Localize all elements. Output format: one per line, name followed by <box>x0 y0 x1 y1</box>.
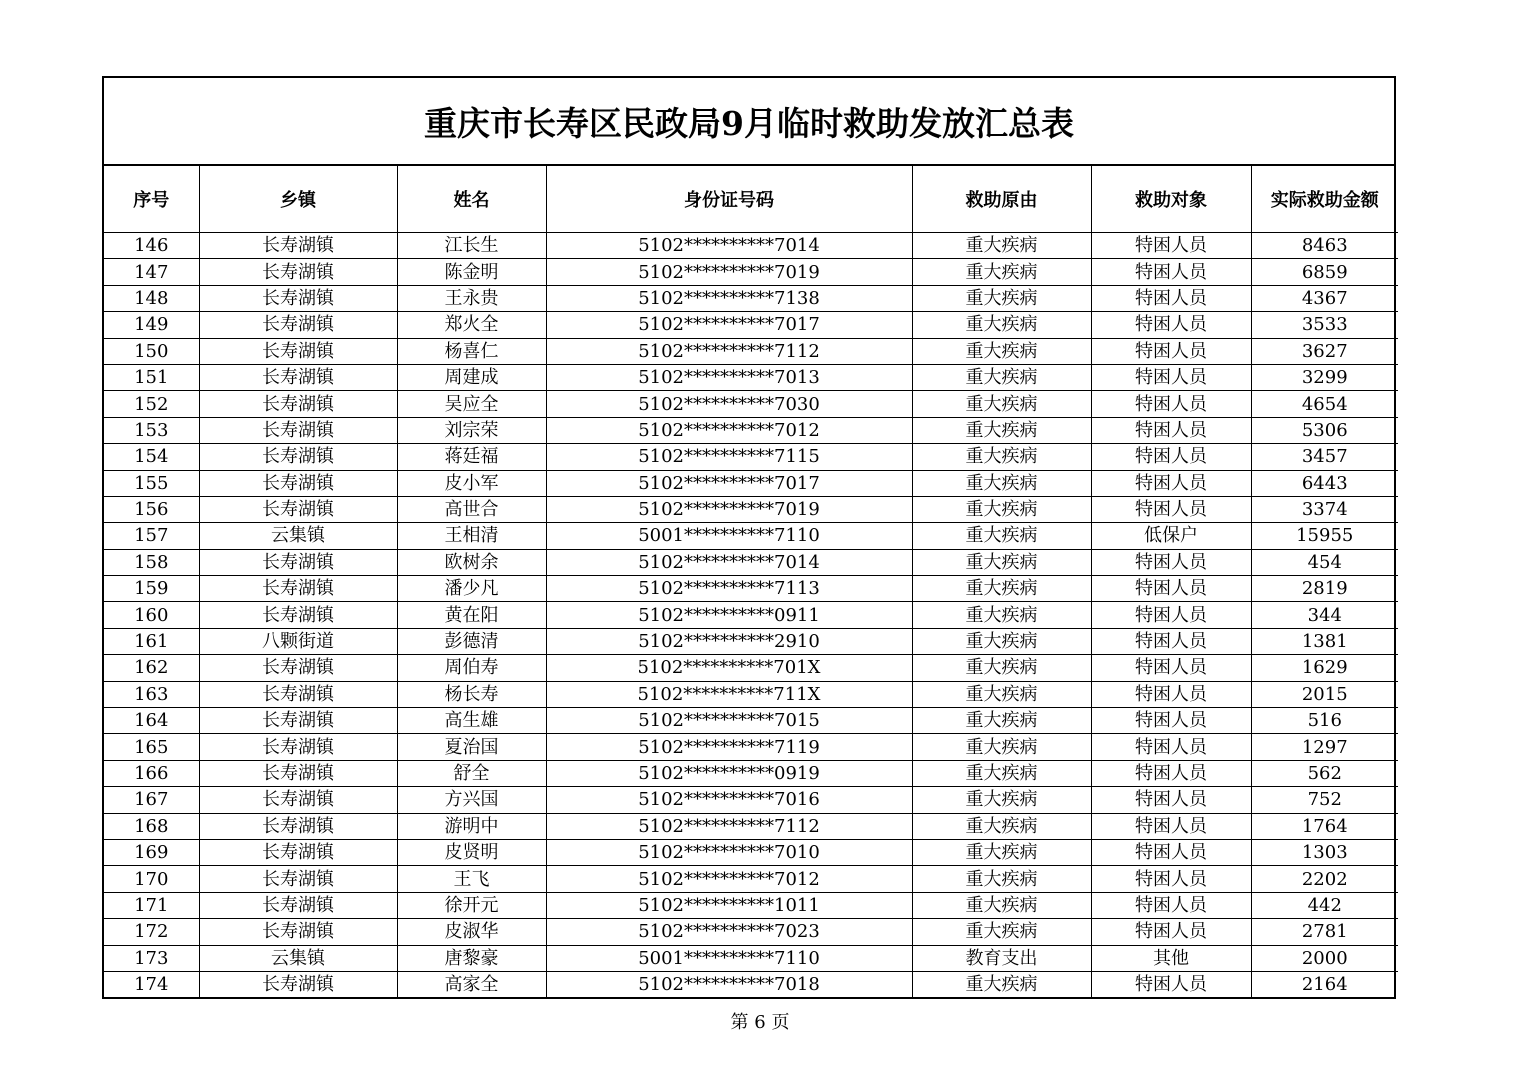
cell-recipient-type: 特困人员 <box>1091 971 1251 997</box>
cell-index: 154 <box>104 444 199 470</box>
cell-township: 长寿湖镇 <box>199 760 397 786</box>
cell-id-number: 5102**********7018 <box>546 971 912 997</box>
cell-amount: 2000 <box>1251 945 1398 971</box>
cell-name: 陈金明 <box>397 259 546 285</box>
cell-reason: 重大疾病 <box>912 971 1091 997</box>
cell-recipient-type: 特困人员 <box>1091 628 1251 654</box>
cell-index: 151 <box>104 364 199 390</box>
cell-reason: 重大疾病 <box>912 681 1091 707</box>
cell-name: 蒋廷福 <box>397 444 546 470</box>
cell-index: 166 <box>104 760 199 786</box>
cell-index: 156 <box>104 496 199 522</box>
cell-id-number: 5102**********7014 <box>546 549 912 575</box>
cell-reason: 重大疾病 <box>912 787 1091 813</box>
cell-amount: 6859 <box>1251 259 1398 285</box>
cell-amount: 3299 <box>1251 364 1398 390</box>
table-row <box>104 892 1398 918</box>
cell-id-number: 5102**********7119 <box>546 734 912 760</box>
cell-name: 欧树余 <box>397 549 546 575</box>
cell-reason: 重大疾病 <box>912 312 1091 338</box>
cell-name: 杨喜仁 <box>397 338 546 364</box>
relief-table <box>104 166 1398 997</box>
cell-township: 长寿湖镇 <box>199 839 397 865</box>
cell-amount: 1381 <box>1251 628 1398 654</box>
cell-id-number: 5102**********7016 <box>546 787 912 813</box>
cell-id-number: 5102**********0911 <box>546 602 912 628</box>
cell-amount: 1303 <box>1251 839 1398 865</box>
cell-name: 皮淑华 <box>397 919 546 945</box>
cell-reason: 重大疾病 <box>912 391 1091 417</box>
cell-recipient-type: 特困人员 <box>1091 417 1251 443</box>
cell-township: 长寿湖镇 <box>199 866 397 892</box>
table-row <box>104 549 1398 575</box>
cell-id-number: 5102**********7015 <box>546 708 912 734</box>
cell-index: 173 <box>104 945 199 971</box>
cell-name: 杨长寿 <box>397 681 546 707</box>
cell-name: 夏治国 <box>397 734 546 760</box>
cell-recipient-type: 特困人员 <box>1091 892 1251 918</box>
cell-name: 黄在阳 <box>397 602 546 628</box>
cell-recipient-type: 特困人员 <box>1091 312 1251 338</box>
table-header-row <box>104 166 1398 233</box>
cell-index: 172 <box>104 919 199 945</box>
cell-recipient-type: 特困人员 <box>1091 760 1251 786</box>
table-row <box>104 839 1398 865</box>
cell-reason: 重大疾病 <box>912 259 1091 285</box>
table-row <box>104 787 1398 813</box>
table-row <box>104 602 1398 628</box>
cell-amount: 2015 <box>1251 681 1398 707</box>
cell-reason: 重大疾病 <box>912 523 1091 549</box>
cell-recipient-type: 特困人员 <box>1091 919 1251 945</box>
cell-amount: 2819 <box>1251 576 1398 602</box>
cell-reason: 重大疾病 <box>912 496 1091 522</box>
cell-id-number: 5102**********7023 <box>546 919 912 945</box>
cell-id-number: 5102**********7019 <box>546 259 912 285</box>
cell-amount: 2781 <box>1251 919 1398 945</box>
cell-recipient-type: 特困人员 <box>1091 444 1251 470</box>
cell-amount: 344 <box>1251 602 1398 628</box>
cell-index: 153 <box>104 417 199 443</box>
cell-index: 168 <box>104 813 199 839</box>
cell-reason: 重大疾病 <box>912 285 1091 311</box>
cell-amount: 1297 <box>1251 734 1398 760</box>
cell-township: 长寿湖镇 <box>199 708 397 734</box>
cell-township: 长寿湖镇 <box>199 602 397 628</box>
cell-reason: 重大疾病 <box>912 628 1091 654</box>
column-header-recipient-type: 救助对象 <box>1091 166 1251 233</box>
cell-index: 162 <box>104 655 199 681</box>
cell-township: 长寿湖镇 <box>199 813 397 839</box>
cell-id-number: 5102**********711X <box>546 681 912 707</box>
cell-id-number: 5102**********7012 <box>546 866 912 892</box>
table-row <box>104 681 1398 707</box>
table-row <box>104 523 1398 549</box>
cell-id-number: 5001**********7110 <box>546 945 912 971</box>
cell-name: 周建成 <box>397 364 546 390</box>
cell-recipient-type: 特困人员 <box>1091 655 1251 681</box>
cell-recipient-type: 特困人员 <box>1091 364 1251 390</box>
table-row <box>104 312 1398 338</box>
cell-amount: 3457 <box>1251 444 1398 470</box>
cell-id-number: 5102**********2910 <box>546 628 912 654</box>
cell-index: 171 <box>104 892 199 918</box>
cell-township: 长寿湖镇 <box>199 338 397 364</box>
cell-township: 长寿湖镇 <box>199 417 397 443</box>
cell-recipient-type: 特困人员 <box>1091 787 1251 813</box>
cell-reason: 重大疾病 <box>912 760 1091 786</box>
cell-township: 长寿湖镇 <box>199 470 397 496</box>
cell-index: 157 <box>104 523 199 549</box>
cell-id-number: 5102**********7019 <box>546 496 912 522</box>
cell-township: 八颗街道 <box>199 628 397 654</box>
cell-recipient-type: 其他 <box>1091 945 1251 971</box>
cell-amount: 1629 <box>1251 655 1398 681</box>
cell-id-number: 5102**********0919 <box>546 760 912 786</box>
cell-recipient-type: 低保户 <box>1091 523 1251 549</box>
cell-recipient-type: 特困人员 <box>1091 496 1251 522</box>
cell-id-number: 5102**********7030 <box>546 391 912 417</box>
cell-index: 150 <box>104 338 199 364</box>
table-row <box>104 338 1398 364</box>
cell-index: 174 <box>104 971 199 997</box>
cell-amount: 3533 <box>1251 312 1398 338</box>
cell-index: 167 <box>104 787 199 813</box>
cell-reason: 重大疾病 <box>912 576 1091 602</box>
cell-amount: 2202 <box>1251 866 1398 892</box>
table-row <box>104 576 1398 602</box>
cell-recipient-type: 特困人员 <box>1091 708 1251 734</box>
cell-recipient-type: 特困人员 <box>1091 470 1251 496</box>
cell-name: 吴应全 <box>397 391 546 417</box>
cell-name: 江长生 <box>397 233 546 259</box>
column-header-id-number: 身份证号码 <box>546 166 912 233</box>
cell-reason: 重大疾病 <box>912 417 1091 443</box>
cell-name: 游明中 <box>397 813 546 839</box>
cell-amount: 516 <box>1251 708 1398 734</box>
table-row <box>104 364 1398 390</box>
cell-id-number: 5102**********7115 <box>546 444 912 470</box>
cell-index: 152 <box>104 391 199 417</box>
cell-township: 长寿湖镇 <box>199 285 397 311</box>
cell-township: 云集镇 <box>199 523 397 549</box>
cell-reason: 重大疾病 <box>912 919 1091 945</box>
cell-id-number: 5102**********7013 <box>546 364 912 390</box>
cell-id-number: 5102**********701X <box>546 655 912 681</box>
cell-reason: 重大疾病 <box>912 444 1091 470</box>
cell-id-number: 5001**********7110 <box>546 523 912 549</box>
cell-recipient-type: 特困人员 <box>1091 839 1251 865</box>
cell-recipient-type: 特困人员 <box>1091 866 1251 892</box>
cell-reason: 重大疾病 <box>912 734 1091 760</box>
cell-index: 160 <box>104 602 199 628</box>
cell-id-number: 5102**********7017 <box>546 470 912 496</box>
cell-index: 170 <box>104 866 199 892</box>
cell-recipient-type: 特困人员 <box>1091 233 1251 259</box>
cell-id-number: 5102**********7112 <box>546 813 912 839</box>
cell-index: 164 <box>104 708 199 734</box>
table-row <box>104 655 1398 681</box>
cell-index: 155 <box>104 470 199 496</box>
cell-township: 云集镇 <box>199 945 397 971</box>
cell-township: 长寿湖镇 <box>199 787 397 813</box>
cell-amount: 1764 <box>1251 813 1398 839</box>
cell-index: 149 <box>104 312 199 338</box>
cell-name: 王相清 <box>397 523 546 549</box>
table-row <box>104 285 1398 311</box>
cell-township: 长寿湖镇 <box>199 971 397 997</box>
cell-recipient-type: 特困人员 <box>1091 576 1251 602</box>
cell-reason: 重大疾病 <box>912 549 1091 575</box>
cell-amount: 562 <box>1251 760 1398 786</box>
cell-name: 舒全 <box>397 760 546 786</box>
table-row <box>104 813 1398 839</box>
table-row <box>104 628 1398 654</box>
cell-reason: 重大疾病 <box>912 233 1091 259</box>
table-row <box>104 444 1398 470</box>
cell-name: 刘宗荣 <box>397 417 546 443</box>
cell-name: 周伯寿 <box>397 655 546 681</box>
cell-township: 长寿湖镇 <box>199 681 397 707</box>
table-row <box>104 259 1398 285</box>
cell-amount: 4367 <box>1251 285 1398 311</box>
cell-name: 高家全 <box>397 971 546 997</box>
table-row <box>104 470 1398 496</box>
column-header-amount: 实际救助金额 <box>1251 166 1398 233</box>
cell-township: 长寿湖镇 <box>199 549 397 575</box>
table-row <box>104 391 1398 417</box>
cell-recipient-type: 特困人员 <box>1091 549 1251 575</box>
cell-id-number: 5102**********7112 <box>546 338 912 364</box>
cell-recipient-type: 特困人员 <box>1091 285 1251 311</box>
page-number: 第 6 页 <box>730 1012 790 1033</box>
cell-name: 郑火全 <box>397 312 546 338</box>
cell-name: 彭德清 <box>397 628 546 654</box>
cell-reason: 重大疾病 <box>912 708 1091 734</box>
cell-reason: 重大疾病 <box>912 866 1091 892</box>
cell-reason: 重大疾病 <box>912 338 1091 364</box>
table-row <box>104 866 1398 892</box>
cell-index: 159 <box>104 576 199 602</box>
cell-index: 148 <box>104 285 199 311</box>
column-header-name: 姓名 <box>397 166 546 233</box>
table-row <box>104 945 1398 971</box>
cell-id-number: 5102**********7014 <box>546 233 912 259</box>
cell-name: 皮贤明 <box>397 839 546 865</box>
cell-name: 王飞 <box>397 866 546 892</box>
cell-township: 长寿湖镇 <box>199 919 397 945</box>
table-row <box>104 233 1398 259</box>
cell-amount: 442 <box>1251 892 1398 918</box>
cell-index: 161 <box>104 628 199 654</box>
cell-township: 长寿湖镇 <box>199 576 397 602</box>
cell-reason: 重大疾病 <box>912 602 1091 628</box>
cell-id-number: 5102**********7012 <box>546 417 912 443</box>
column-header-index: 序号 <box>104 166 199 233</box>
page-title: 重庆市长寿区民政局9月临时救助发放汇总表 <box>104 78 1394 166</box>
cell-township: 长寿湖镇 <box>199 734 397 760</box>
cell-township: 长寿湖镇 <box>199 496 397 522</box>
cell-amount: 3374 <box>1251 496 1398 522</box>
cell-index: 165 <box>104 734 199 760</box>
cell-amount: 4654 <box>1251 391 1398 417</box>
cell-reason: 重大疾病 <box>912 364 1091 390</box>
cell-reason: 重大疾病 <box>912 470 1091 496</box>
cell-id-number: 5102**********7138 <box>546 285 912 311</box>
cell-recipient-type: 特困人员 <box>1091 681 1251 707</box>
cell-recipient-type: 特困人员 <box>1091 338 1251 364</box>
table-row <box>104 760 1398 786</box>
table-body <box>104 233 1398 998</box>
cell-amount: 15955 <box>1251 523 1398 549</box>
cell-name: 方兴国 <box>397 787 546 813</box>
cell-id-number: 5102**********1011 <box>546 892 912 918</box>
cell-reason: 重大疾病 <box>912 655 1091 681</box>
cell-id-number: 5102**********7113 <box>546 576 912 602</box>
cell-recipient-type: 特困人员 <box>1091 259 1251 285</box>
cell-index: 158 <box>104 549 199 575</box>
cell-name: 王永贵 <box>397 285 546 311</box>
table-row <box>104 417 1398 443</box>
cell-amount: 8463 <box>1251 233 1398 259</box>
cell-township: 长寿湖镇 <box>199 233 397 259</box>
cell-recipient-type: 特困人员 <box>1091 602 1251 628</box>
cell-index: 163 <box>104 681 199 707</box>
relief-summary-sheet <box>102 76 1396 999</box>
cell-township: 长寿湖镇 <box>199 892 397 918</box>
cell-name: 高生雄 <box>397 708 546 734</box>
cell-index: 146 <box>104 233 199 259</box>
cell-amount: 5306 <box>1251 417 1398 443</box>
cell-reason: 重大疾病 <box>912 892 1091 918</box>
cell-name: 潘少凡 <box>397 576 546 602</box>
cell-id-number: 5102**********7017 <box>546 312 912 338</box>
table-row <box>104 496 1398 522</box>
cell-township: 长寿湖镇 <box>199 655 397 681</box>
cell-recipient-type: 特困人员 <box>1091 391 1251 417</box>
cell-recipient-type: 特困人员 <box>1091 734 1251 760</box>
cell-township: 长寿湖镇 <box>199 312 397 338</box>
cell-township: 长寿湖镇 <box>199 391 397 417</box>
cell-recipient-type: 特困人员 <box>1091 813 1251 839</box>
column-header-reason: 救助原由 <box>912 166 1091 233</box>
cell-amount: 752 <box>1251 787 1398 813</box>
column-header-township: 乡镇 <box>199 166 397 233</box>
table-row <box>104 708 1398 734</box>
cell-reason: 重大疾病 <box>912 813 1091 839</box>
cell-id-number: 5102**********7010 <box>546 839 912 865</box>
cell-amount: 454 <box>1251 549 1398 575</box>
cell-reason: 教育支出 <box>912 945 1091 971</box>
cell-amount: 2164 <box>1251 971 1398 997</box>
cell-name: 高世合 <box>397 496 546 522</box>
cell-index: 169 <box>104 839 199 865</box>
cell-reason: 重大疾病 <box>912 839 1091 865</box>
table-row <box>104 919 1398 945</box>
table-row <box>104 971 1398 997</box>
cell-name: 唐黎豪 <box>397 945 546 971</box>
table-row <box>104 734 1398 760</box>
cell-township: 长寿湖镇 <box>199 444 397 470</box>
cell-amount: 3627 <box>1251 338 1398 364</box>
cell-township: 长寿湖镇 <box>199 259 397 285</box>
cell-township: 长寿湖镇 <box>199 364 397 390</box>
cell-index: 147 <box>104 259 199 285</box>
cell-amount: 6443 <box>1251 470 1398 496</box>
cell-name: 皮小军 <box>397 470 546 496</box>
cell-name: 徐开元 <box>397 892 546 918</box>
